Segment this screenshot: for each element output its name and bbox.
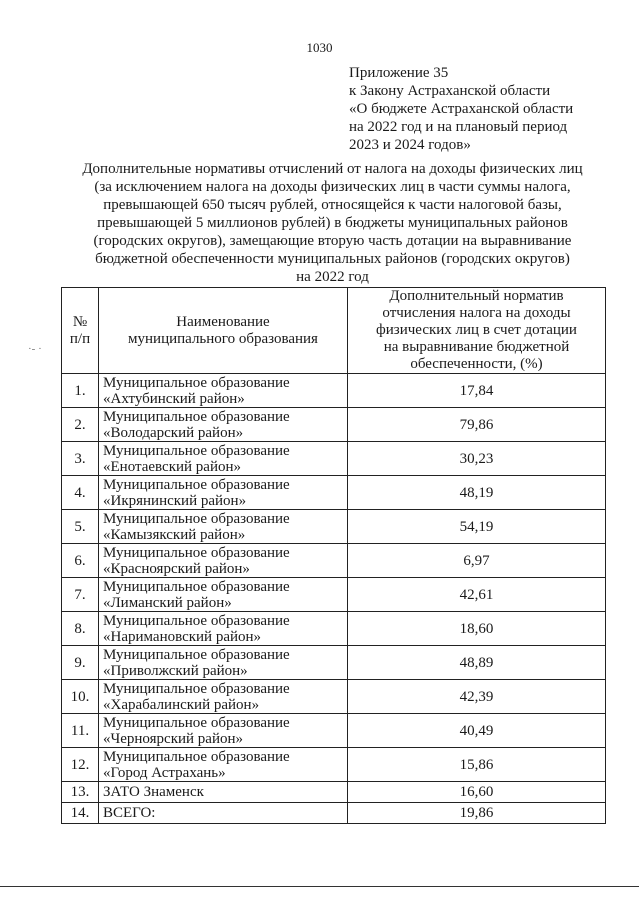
row-value: 6,97 bbox=[348, 544, 606, 578]
appendix-caption bbox=[349, 64, 573, 154]
row-name-line: «Черноярский район» bbox=[103, 730, 244, 747]
row-name-line: Муниципальное образование bbox=[103, 680, 290, 697]
bottom-divider bbox=[0, 886, 639, 887]
row-name-line: Муниципальное образование bbox=[103, 748, 290, 765]
row-value: 42,39 bbox=[348, 680, 606, 714]
row-value: 18,60 bbox=[348, 612, 606, 646]
header-value-line: на выравнивание бюджетной bbox=[383, 339, 570, 355]
header-value-line: обеспеченности, (%) bbox=[410, 356, 543, 372]
row-value: 40,49 bbox=[348, 714, 606, 748]
row-value: 15,86 bbox=[348, 748, 606, 782]
row-name-line: Муниципальное образование bbox=[103, 374, 290, 391]
row-value: 19,86 bbox=[348, 803, 606, 824]
table-row bbox=[62, 714, 606, 748]
table-row-total bbox=[62, 803, 606, 824]
row-name-line: «Наримановский район» bbox=[103, 628, 262, 645]
row-name bbox=[99, 442, 348, 476]
table-row bbox=[62, 408, 606, 442]
table-row bbox=[62, 680, 606, 714]
table-row bbox=[62, 646, 606, 680]
norms-table bbox=[61, 287, 606, 824]
appendix-line: 2023 и 2024 годов» bbox=[349, 137, 471, 153]
row-name-line: «Лиманский район» bbox=[103, 594, 232, 611]
row-number: 13. bbox=[62, 782, 99, 803]
title-line: бюджетной обеспеченности муниципальных районов (городских округов) bbox=[95, 251, 570, 267]
row-number: 4. bbox=[62, 476, 99, 510]
row-number: 8. bbox=[62, 612, 99, 646]
header-name-line: муниципального образования bbox=[128, 330, 318, 347]
row-name-line: «Енотаевский район» bbox=[103, 458, 242, 475]
table-row bbox=[62, 442, 606, 476]
title-line: (городских округов), замещающие вторую часть дотации на выравнивание bbox=[93, 233, 572, 249]
row-name-line: Муниципальное образование bbox=[103, 578, 290, 595]
row-number: 10. bbox=[62, 680, 99, 714]
table-row bbox=[62, 578, 606, 612]
row-number: 11. bbox=[62, 714, 99, 748]
header-name-line: Наименование bbox=[176, 313, 270, 330]
row-number: 14. bbox=[62, 803, 99, 824]
table-row bbox=[62, 782, 606, 803]
table-row bbox=[62, 510, 606, 544]
row-name-line: Муниципальное образование bbox=[103, 612, 290, 629]
row-number: 1. bbox=[62, 374, 99, 408]
table-row bbox=[62, 374, 606, 408]
header-value-line: Дополнительный норматив bbox=[389, 288, 564, 304]
row-name-line: «Володарский район» bbox=[103, 424, 244, 441]
table-row bbox=[62, 612, 606, 646]
header-number-line: № bbox=[72, 313, 88, 330]
row-number: 5. bbox=[62, 510, 99, 544]
table-row bbox=[62, 476, 606, 510]
row-name bbox=[99, 374, 348, 408]
title-line: превышающей 5 миллионов рублей) в бюджеты муниципальных районов bbox=[97, 215, 568, 231]
row-value: 48,19 bbox=[348, 476, 606, 510]
row-name-line: Муниципальное образование bbox=[103, 442, 290, 459]
header-value-line: физических лиц в счет дотации bbox=[376, 322, 577, 338]
appendix-line: на 2022 год и на плановый период bbox=[349, 119, 568, 135]
row-number: 9. bbox=[62, 646, 99, 680]
row-name-line: Муниципальное образование bbox=[103, 714, 290, 731]
row-name-line: Муниципальное образование bbox=[103, 408, 290, 425]
row-value: 30,23 bbox=[348, 442, 606, 476]
appendix-line: Приложение 35 bbox=[349, 65, 449, 81]
row-name: ВСЕГО: bbox=[99, 803, 348, 824]
document-title bbox=[60, 160, 605, 286]
row-value: 79,86 bbox=[348, 408, 606, 442]
row-name bbox=[99, 612, 348, 646]
row-name bbox=[99, 680, 348, 714]
title-line: (за исключением налога на доходы физических лиц в части суммы налога, bbox=[94, 179, 571, 195]
margin-scribble: ·- · bbox=[28, 343, 42, 355]
page-number: 1030 bbox=[306, 40, 333, 55]
row-number: 12. bbox=[62, 748, 99, 782]
title-line: Дополнительные нормативы отчислений от налога на доходы физических лиц bbox=[82, 161, 583, 177]
row-name bbox=[99, 544, 348, 578]
row-number: 3. bbox=[62, 442, 99, 476]
appendix-line: «О бюджете Астраханской области bbox=[349, 101, 574, 117]
row-value: 42,61 bbox=[348, 578, 606, 612]
title-line: на 2022 год bbox=[296, 269, 369, 285]
row-name bbox=[99, 408, 348, 442]
row-number: 2. bbox=[62, 408, 99, 442]
row-name-line: Муниципальное образование bbox=[103, 646, 290, 663]
row-name: ЗАТО Знаменск bbox=[99, 782, 348, 803]
table-row bbox=[62, 748, 606, 782]
row-name-line: «Красноярский район» bbox=[103, 560, 250, 577]
header-number-line: п/п bbox=[69, 330, 91, 347]
row-name-line: «Приволжский район» bbox=[103, 662, 248, 679]
row-number: 6. bbox=[62, 544, 99, 578]
row-name bbox=[99, 714, 348, 748]
row-name bbox=[99, 578, 348, 612]
row-value: 17,84 bbox=[348, 374, 606, 408]
row-name bbox=[99, 476, 348, 510]
row-number: 7. bbox=[62, 578, 99, 612]
table-header-row bbox=[62, 288, 606, 374]
row-name-line: «Харабалинский район» bbox=[103, 696, 260, 713]
row-name-line: Муниципальное образование bbox=[103, 476, 290, 493]
row-name-line: Муниципальное образование bbox=[103, 544, 290, 561]
row-value: 54,19 bbox=[348, 510, 606, 544]
row-value: 48,89 bbox=[348, 646, 606, 680]
header-number bbox=[62, 288, 99, 374]
row-name-line: «Город Астрахань» bbox=[103, 764, 226, 781]
header-value bbox=[348, 288, 606, 374]
row-name-line: «Икрянинский район» bbox=[103, 492, 247, 509]
row-name bbox=[99, 748, 348, 782]
row-name-line: «Камызякский район» bbox=[103, 526, 246, 543]
row-name-line: «Ахтубинский район» bbox=[103, 390, 245, 407]
title-line: превышающей 650 тысяч рублей, относящейся к части налоговой базы, bbox=[103, 197, 562, 213]
row-value: 16,60 bbox=[348, 782, 606, 803]
header-value-line: отчисления налога на доходы bbox=[382, 305, 571, 321]
row-name-line: Муниципальное образование bbox=[103, 510, 290, 527]
row-name bbox=[99, 646, 348, 680]
appendix-line: к Закону Астраханской области bbox=[349, 83, 551, 99]
header-name bbox=[99, 288, 348, 374]
table-row bbox=[62, 544, 606, 578]
row-name bbox=[99, 510, 348, 544]
